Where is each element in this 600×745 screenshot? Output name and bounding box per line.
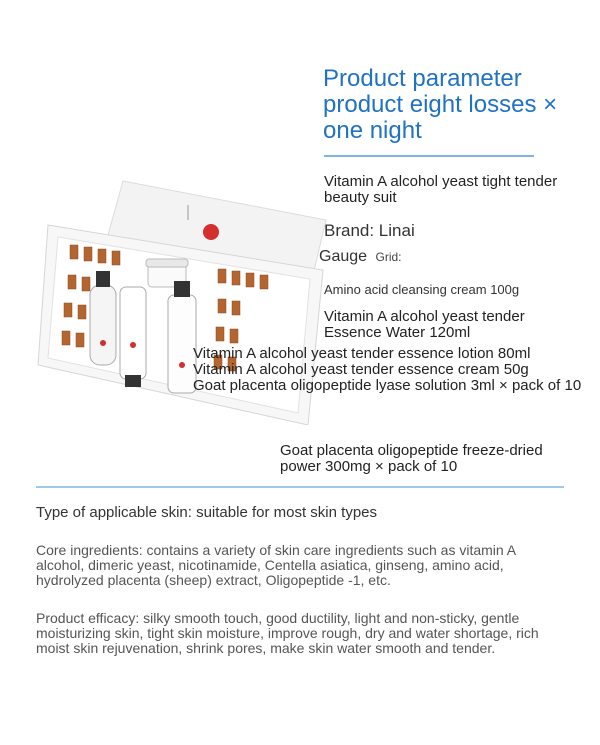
- title-divider: [324, 155, 534, 157]
- brand: Brand: Linai: [324, 221, 415, 240]
- section-divider: [36, 486, 564, 488]
- skin-type: Type of applicable skin: suitable for most skin types: [36, 504, 378, 521]
- gauge: [319, 248, 402, 266]
- product-name: Vitamin A alcohol yeast tight tender beauty suit: [324, 173, 558, 206]
- list-item: Vitamin A alcohol yeast tender essence cream 50g: [193, 361, 529, 378]
- list-item: Goat placenta oligopeptide freeze-dried power 300mg × pack of 10: [280, 442, 543, 475]
- product-efficacy: Product efficacy: silky smooth touch, good ductility, light and non-sticky, gentle moisturizing skin, tight skin moisture, improve rough, dry and water shortage, rich moist skin rejuvenation, shrink pores, make skin water smooth and tender.: [36, 610, 539, 656]
- list-item: Goat placenta oligopeptide lyase solution 3ml × pack of 10: [193, 377, 582, 394]
- list-item: Amino acid cleansing cream 100g: [324, 282, 520, 297]
- grid-label: Grid:: [375, 250, 402, 264]
- core-ingredients: Core ingredients: contains a variety of skin care ingredients such as vitamin A alcohol, dimeric yeast, nicotinamide, Centella asiatica, ginseng, amino acid, hydrolyzed placenta (sheep) extract, Oligopeptide -1, etc.: [36, 542, 516, 588]
- page-title: Product parameter product eight losses × one night: [323, 65, 558, 144]
- gauge-label: Gauge: [319, 248, 368, 265]
- list-item: Vitamin A alcohol yeast tender essence lotion 80ml: [193, 345, 531, 362]
- seal-icon: [203, 224, 219, 240]
- list-item: Vitamin A alcohol yeast tender Essence Water 120ml: [324, 308, 525, 341]
